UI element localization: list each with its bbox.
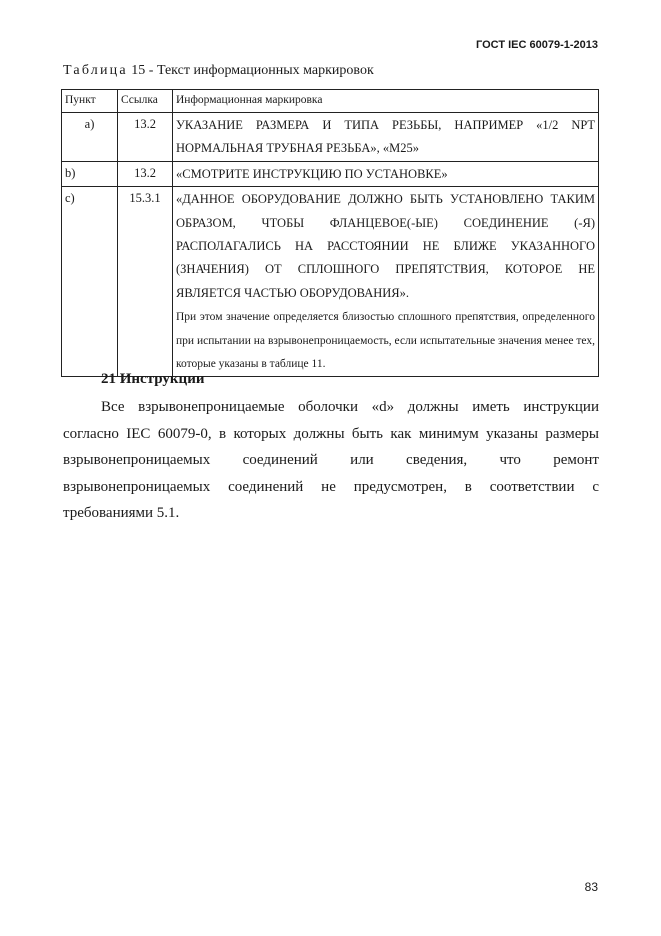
table-caption (63, 63, 374, 79)
row-item-cell: b) (62, 161, 118, 186)
column-header-item: Пункт (62, 90, 118, 113)
table-row (62, 161, 599, 186)
row-marking-cell (173, 187, 599, 377)
table-header-row (62, 90, 599, 113)
column-header-marking: Информационная маркировка (173, 90, 599, 113)
section-paragraph: Все взрывонепроницаемые оболочки «d» должны иметь инструкции согласно IEC 60079-0, в которых должны быть как минимум указаны размеры взрывонепроницаемых соединений или сведения, что ремонт взрывонепроницаемых соединений не предусмотрен, в соответствии с требованиями 5.1. (63, 399, 599, 522)
marking-note: При этом значение определяется близостью сплошного препятствия, определенного при испытании на взрывонепроницаемость, если испытательные значения менее тех, которые указаны в таблице 11. (176, 311, 595, 371)
marking-table (61, 89, 599, 377)
table-row (62, 187, 599, 377)
row-item-cell: c) (62, 187, 118, 377)
standard-code-header: ГОСТ IEC 60079-1-2013 (476, 39, 598, 51)
section-heading: 21 Инструкции (101, 371, 205, 387)
marking-text: «СМОТРИТЕ ИНСТРУКЦИЮ ПО УСТАНОВКЕ» (176, 166, 448, 181)
marking-text: УКАЗАНИЕ РАЗМЕРА И ТИПА РЕЗЬБЫ, НАПРИМЕР «1/2 NPT НОРМАЛЬНАЯ ТРУБНАЯ РЕЗЬБА», «M25» (176, 118, 595, 156)
page-number: 83 (584, 880, 598, 894)
row-reference-cell: 15.3.1 (118, 187, 173, 377)
table-row (62, 113, 599, 162)
row-item-cell: a) (62, 113, 118, 162)
row-marking-cell (173, 113, 599, 162)
column-header-reference: Ссылка (118, 90, 173, 113)
marking-text: «ДАННОЕ ОБОРУДОВАНИЕ ДОЛЖНО БЫТЬ УСТАНОВЛЕНО ТАКИМ ОБРАЗОМ, ЧТОБЫ ФЛАНЦЕВОЕ(-ЫЕ) СОЕДИНЕНИЕ (-Я) РАСПОЛАГАЛИСЬ НА РАССТОЯНИИ НЕ БЛИЖЕ УКАЗАННОГО (ЗНАЧЕНИЯ) ОТ СПЛОШНОГО ПРЕПЯТСТВИЯ, КОТОРОЕ НЕ ЯВЛЯЕТСЯ ЧАСТЬЮ ОБОРУДОВАНИЯ». (176, 192, 595, 300)
row-reference-cell: 13.2 (118, 113, 173, 162)
row-reference-cell: 13.2 (118, 161, 173, 186)
table-caption-prefix: Таблица (63, 63, 128, 78)
row-marking-cell (173, 161, 599, 186)
table-caption-title: 15 - Текст информационных маркировок (127, 63, 374, 78)
